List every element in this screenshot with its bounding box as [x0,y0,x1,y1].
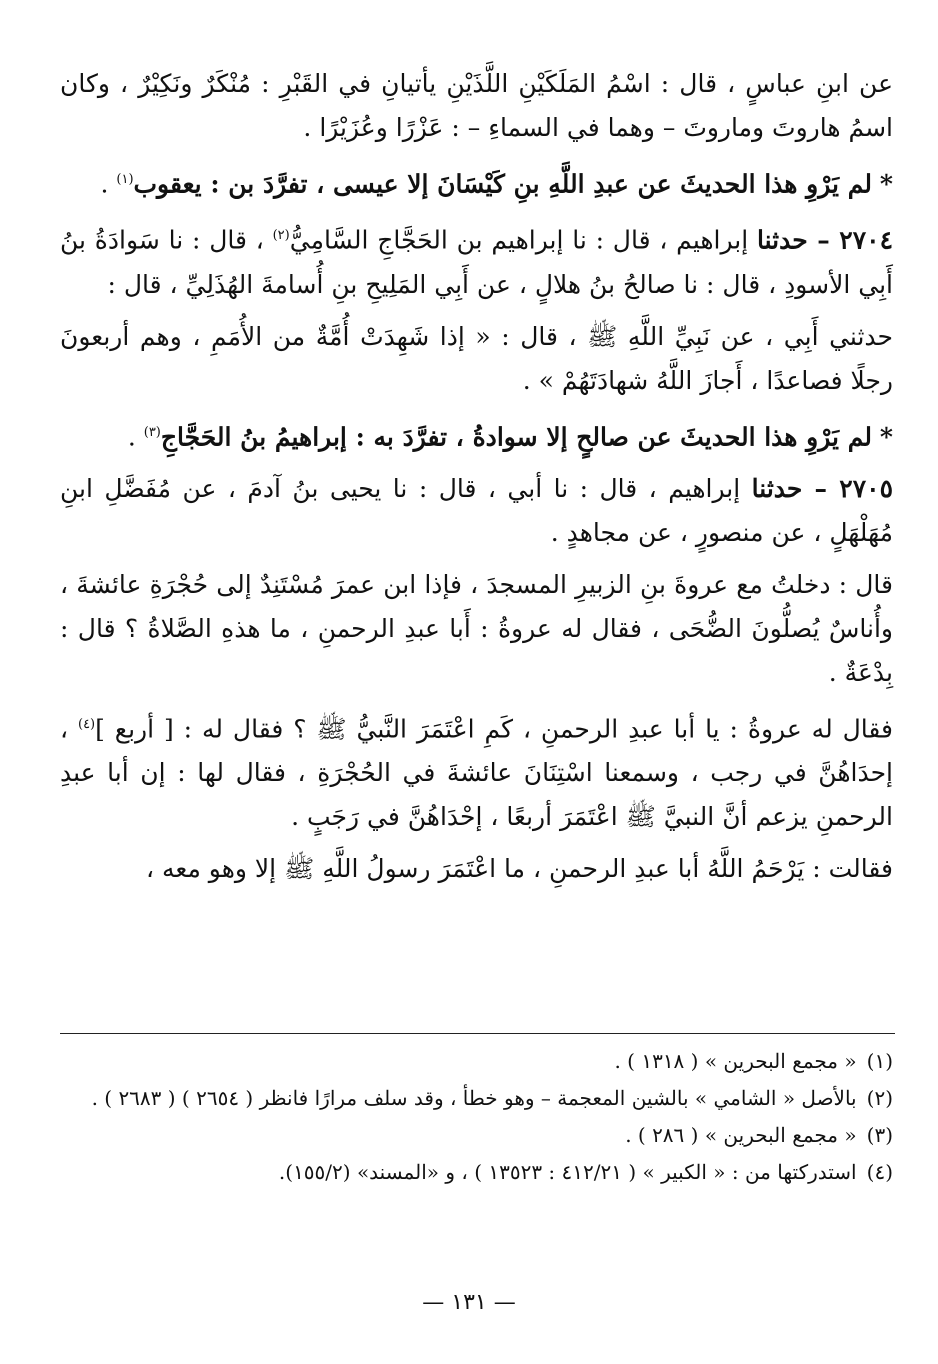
paragraph [60,703,893,839]
hadith-number: ٢٧٠٤ – حدثنا [756,225,893,255]
footnote-ref[interactable]: (٣) [143,424,161,440]
paragraph [60,563,893,695]
footnote [60,1119,893,1152]
footnote-ref[interactable]: (٢) [272,228,290,244]
paragraph-text: عن ابنِ عباسٍ ، قال : اسْمُ المَلَكَيْنِ اللَّذَيْنِ يأتيانِ في القَبْرِ : مُنْكَرٌ ونَكِيْرٌ ، وكان اسمُ هاروتَ وماروتَ – وهما في السماءِ – : عَزْرًا وعُزَيْرًا . [60,69,893,142]
footnote [60,1156,893,1189]
footnote-number: (٢) [866,1086,893,1110]
footnote-number: (١) [866,1049,893,1073]
paragraph-text: إبراهيم ، قال : نا إبراهيم بن الحَجَّاجِ السَّامِيُّ [289,225,757,255]
footnote-text: بالأصل « الشامي » بالشين المعجمة – وهو خطأ ، وقد سلف مرارًا فانظر ( ٢٦٥٤ ) ( ٢٦٨٣ ) . [91,1086,857,1110]
footnote-ref[interactable]: (١) [116,172,134,187]
paragraph-tail: . [100,169,117,199]
hadith-2705 [60,467,893,555]
footnote-number: (٤) [866,1160,893,1184]
paragraph-text: حدثني أَبِي ، عن نَبِيِّ اللَّهِ ﷺ ، قال : « إذا شَهِدَتْ أُمَّةٌ من الأُمَمِ ، وهم أربعونَ رجلًا فصاعدًا ، أَجازَ اللَّهُ شهادَتَهُمْ » . [60,321,893,395]
footnote-text: « مجمع البحرين » ( ٢٨٦ ) . [625,1123,857,1147]
paragraph-tail: . [127,421,144,451]
paragraph [60,315,893,403]
paragraph [60,847,893,891]
footnote [60,1082,893,1115]
grading-note [60,411,893,459]
grading-text: لم يَرْوِ هذا الحديثَ عن عبدِ اللَّهِ بنِ كَيْسَانَ إلا عيسى ، تفرَّدَ بن : يعقوب [133,169,872,199]
paragraph-text: فقالت : يَرْحَمُ اللَّهُ أبا عبدِ الرحمنِ ، ما اعْتَمَرَ رسولُ اللَّهِ ﷺ إلا وهو معه ، [145,854,893,884]
page-number: — ١٣١ — [422,1290,516,1315]
paragraph-tail: ، قال : نا سَوادَةُ بنُ أَبِي الأسودِ ، قال : نا صالحُ بنُ هلالٍ ، عن أَبِي المَلِيحِ بنِ أُسامةَ الهُذَلِيِّ ، قال : [60,225,893,299]
footnotes [60,1045,893,1193]
star-marker: * [879,169,893,199]
paragraph-text: إبراهيم ، قال : نا أبي ، قال : نا يحيى بنُ آدمَ ، عن مُفَضَّلِ ابنِ مُهَلْهَلٍ ، عن منصورٍ ، عن مجاهدٍ . [60,473,893,547]
footnote [60,1045,893,1078]
grading-note [60,158,893,206]
paragraph-text: قال : دخلتُ مع عروةَ بنِ الزبيرِ المسجدَ ، فإذا ابن عمرَ مُسْتَنِدٌ إلى حُجْرَةِ عائشةَ ، وأُناسٌ يُصلُّونَ الضُّحَى ، فقال له عروةُ : أَبا عبدِ الرحمنِ ، ما هذهِ الصَّلاةُ ؟ قال : بِدْعَةٌ . [60,569,893,687]
grading-text: لم يَرْوِ هذا الحديثَ عن صالحٍ إلا سوادةُ ، تفرَّدَ به : إبراهيمُ بنُ الحَجَّاجِ [160,421,872,451]
hadith-2704 [60,214,893,306]
main-text [60,62,893,899]
footnote-ref[interactable]: (٤) [77,716,96,732]
footnote-number: (٣) [866,1123,893,1147]
star-marker: * [879,421,893,451]
footnote-text: استدركتها من : « الكبير » ( ٤١٢/٢١ : ١٣٥٢٣ ) ، و «المسند» (١٥٥/٢). [278,1160,857,1184]
paragraph [60,62,893,150]
footnote-divider [60,1033,895,1034]
hadith-number: ٢٧٠٥ – حدثنا [751,473,893,503]
paragraph-text: فقال له عروةُ : يا أبا عبدِ الرحمنِ ، كَمِ اعْتَمَرَ النَّبيُّ ﷺ ؟ فقال له : [ أربع ] [95,714,893,744]
paragraph-tail: ، إحدَاهُنَّ في رجب ، وسمعنا اسْتِنَانَ عائشةَ في الحُجْرَةِ ، فقال لها : إن أبا عبدِ الرحمنِ يزعم أنَّ النبيَّ ﷺ اعْتَمَرَ أربعًا ، إحْدَاهُنَّ في رَجَبٍ . [60,714,893,832]
footnote-text: « مجمع البحرين » ( ١٣١٨ ) . [614,1049,857,1073]
